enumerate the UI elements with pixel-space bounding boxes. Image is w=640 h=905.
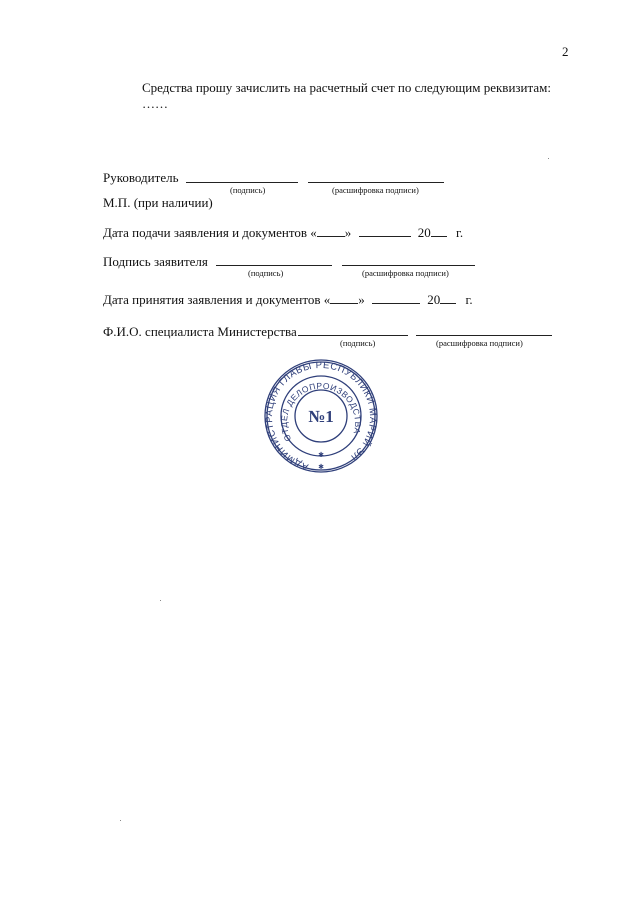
stamp-star-icon: ✱: [318, 463, 324, 471]
acceptance-close-quote: »: [358, 292, 365, 307]
intro-dots: ……: [142, 96, 168, 111]
acceptance-date-row: [103, 292, 473, 308]
stamp-star-icon: ✱: [318, 451, 324, 459]
submission-day-blank: [317, 236, 345, 237]
acceptance-year-prefix: 20: [427, 292, 441, 307]
stamp-number: №1: [308, 407, 334, 426]
manager-decoding-line: [308, 182, 444, 183]
page-number: 2: [562, 44, 569, 59]
scan-speck: [120, 820, 121, 821]
specialist-decoding-line: [416, 335, 552, 336]
intro-text: Средства прошу зачислить на расчетный счет по следующим реквизитам:: [142, 80, 551, 95]
stamp-inner-text: ОТДЕЛ ДЕЛОПРОИЗВОДСТВА: [278, 380, 364, 443]
specialist-label: Ф.И.О. специалиста Министерства: [103, 324, 297, 339]
specialist-signature-line: [298, 335, 408, 336]
acceptance-year-blank: [440, 303, 456, 304]
scan-speck: [160, 600, 161, 601]
submission-month-blank: [359, 236, 411, 237]
submission-date-label: Дата подачи заявления и документов «: [103, 225, 317, 240]
acceptance-date-label: Дата принятия заявления и документов «: [103, 292, 331, 307]
specialist-signature-caption: (подпись): [340, 338, 376, 348]
manager-signature-line: [186, 182, 298, 183]
applicant-label: Подпись заявителя: [103, 254, 208, 269]
manager-decoding-caption: (расшифровка подписи): [332, 185, 419, 195]
submission-close-quote: »: [344, 225, 352, 240]
stamp-outer-text: АДМИНИСТРАЦИЯ ГЛАВЫ РЕСПУБЛИКИ МАРИЙ ЭЛ: [263, 359, 379, 473]
applicant-decoding-caption: (расшифровка подписи): [362, 268, 449, 278]
seal-note: М.П. (при наличии): [103, 195, 213, 210]
submission-date-row: [103, 225, 463, 241]
specialist-decoding-caption: (расшифровка подписи): [436, 338, 523, 348]
manager-signature-caption: (подпись): [230, 185, 266, 195]
official-stamp: [256, 356, 386, 476]
submission-year-prefix: 20: [417, 225, 431, 240]
acceptance-day-blank: [330, 303, 358, 304]
submission-year-blank: [431, 236, 447, 237]
submission-year-suffix: г.: [456, 225, 464, 240]
acceptance-year-suffix: г.: [465, 292, 473, 307]
applicant-signature-line: [216, 265, 332, 266]
acceptance-month-blank: [372, 303, 420, 304]
scan-speck: [548, 158, 549, 159]
manager-label: Руководитель: [103, 170, 179, 185]
applicant-decoding-line: [342, 265, 475, 266]
applicant-signature-caption: (подпись): [248, 268, 284, 278]
